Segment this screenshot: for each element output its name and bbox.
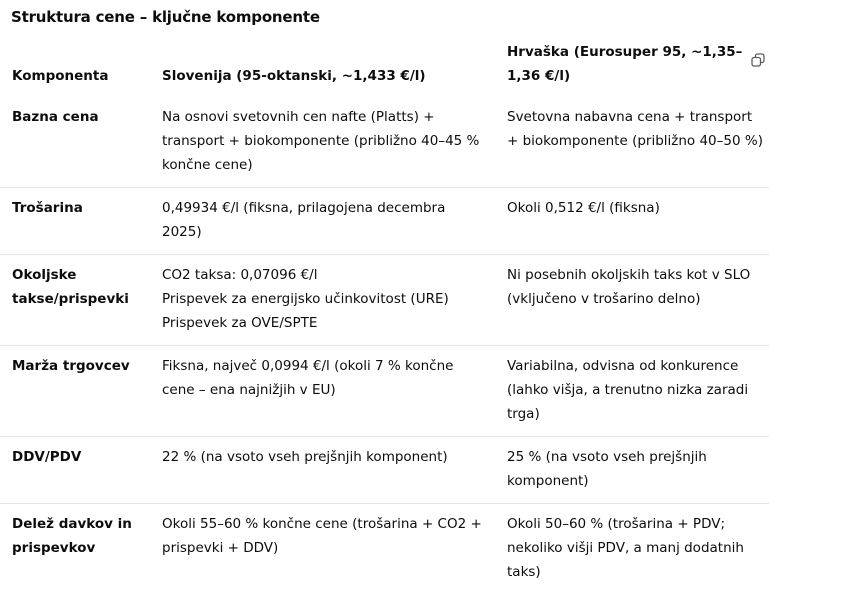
cell-slovenia xyxy=(156,97,501,188)
cell-croatia xyxy=(501,188,769,255)
table-row xyxy=(0,504,769,594)
cell-croatia xyxy=(501,437,769,504)
cell-text: Okoli 55–60 % končne cene (trošarina + CO2 + prispevki + DDV) xyxy=(162,512,489,560)
cell-text: 25 % (na vsoto vseh prejšnjih komponent) xyxy=(507,445,765,493)
row-label: Okoljske takse/prispevki xyxy=(0,255,156,346)
cell-text: 0,49934 €/l (fiksna, prilagojena decembra 2025) xyxy=(162,196,489,244)
cell-croatia xyxy=(501,255,769,346)
price-structure-table xyxy=(0,34,769,594)
table-row xyxy=(0,437,769,504)
row-label: Bazna cena xyxy=(0,97,156,188)
table-row xyxy=(0,346,769,437)
cell-text: Prispevek za energijsko učinkovitost (URE) xyxy=(162,287,489,311)
row-label: DDV/PDV xyxy=(0,437,156,504)
cell-slovenia xyxy=(156,346,501,437)
table-row xyxy=(0,188,769,255)
cell-croatia xyxy=(501,504,769,594)
table-row xyxy=(0,255,769,346)
table-heading: Struktura cene – ključne komponente xyxy=(11,8,320,26)
cell-text: Okoli 0,512 €/l (fiksna) xyxy=(507,196,765,220)
table-row xyxy=(0,97,769,188)
cell-croatia xyxy=(501,97,769,188)
cell-text: Prispevek za OVE/SPTE xyxy=(162,311,489,335)
row-label: Marža trgovcev xyxy=(0,346,156,437)
header-slovenia: Slovenija (95-oktanski, ~1,433 €/l) xyxy=(156,34,501,97)
row-label: Delež davkov in prispevkov xyxy=(0,504,156,594)
row-label: Trošarina xyxy=(0,188,156,255)
cell-text: Na osnovi svetovnih cen nafte (Platts) + transport + biokomponente (približno 40–45 % končne cene) xyxy=(162,105,489,177)
cell-slovenia xyxy=(156,437,501,504)
header-component: Komponenta xyxy=(0,34,156,97)
cell-text: 22 % (na vsoto vseh prejšnjih komponent) xyxy=(162,445,489,469)
cell-text: Svetovna nabavna cena + transport + biokomponente (približno 40–50 %) xyxy=(507,105,765,153)
header-croatia: Hrvaška (Eurosuper 95, ~1,35–1,36 €/l) xyxy=(501,34,769,97)
cell-slovenia xyxy=(156,188,501,255)
cell-croatia xyxy=(501,346,769,437)
cell-text: Fiksna, največ 0,0994 €/l (okoli 7 % končne cene – ena najnižjih v EU) xyxy=(162,354,489,402)
cell-slovenia xyxy=(156,504,501,594)
table-header-row xyxy=(0,34,769,97)
cell-text: Okoli 50–60 % (trošarina + PDV; nekoliko višji PDV, a manj dodatnih taks) xyxy=(507,512,765,584)
cell-text: CO2 taksa: 0,07096 €/l xyxy=(162,263,489,287)
cell-slovenia xyxy=(156,255,501,346)
cell-text: Ni posebnih okoljskih taks kot v SLO (vključeno v trošarino delno) xyxy=(507,263,765,311)
cell-text: Variabilna, odvisna od konkurence (lahko višja, a trenutno nizka zaradi trga) xyxy=(507,354,765,426)
